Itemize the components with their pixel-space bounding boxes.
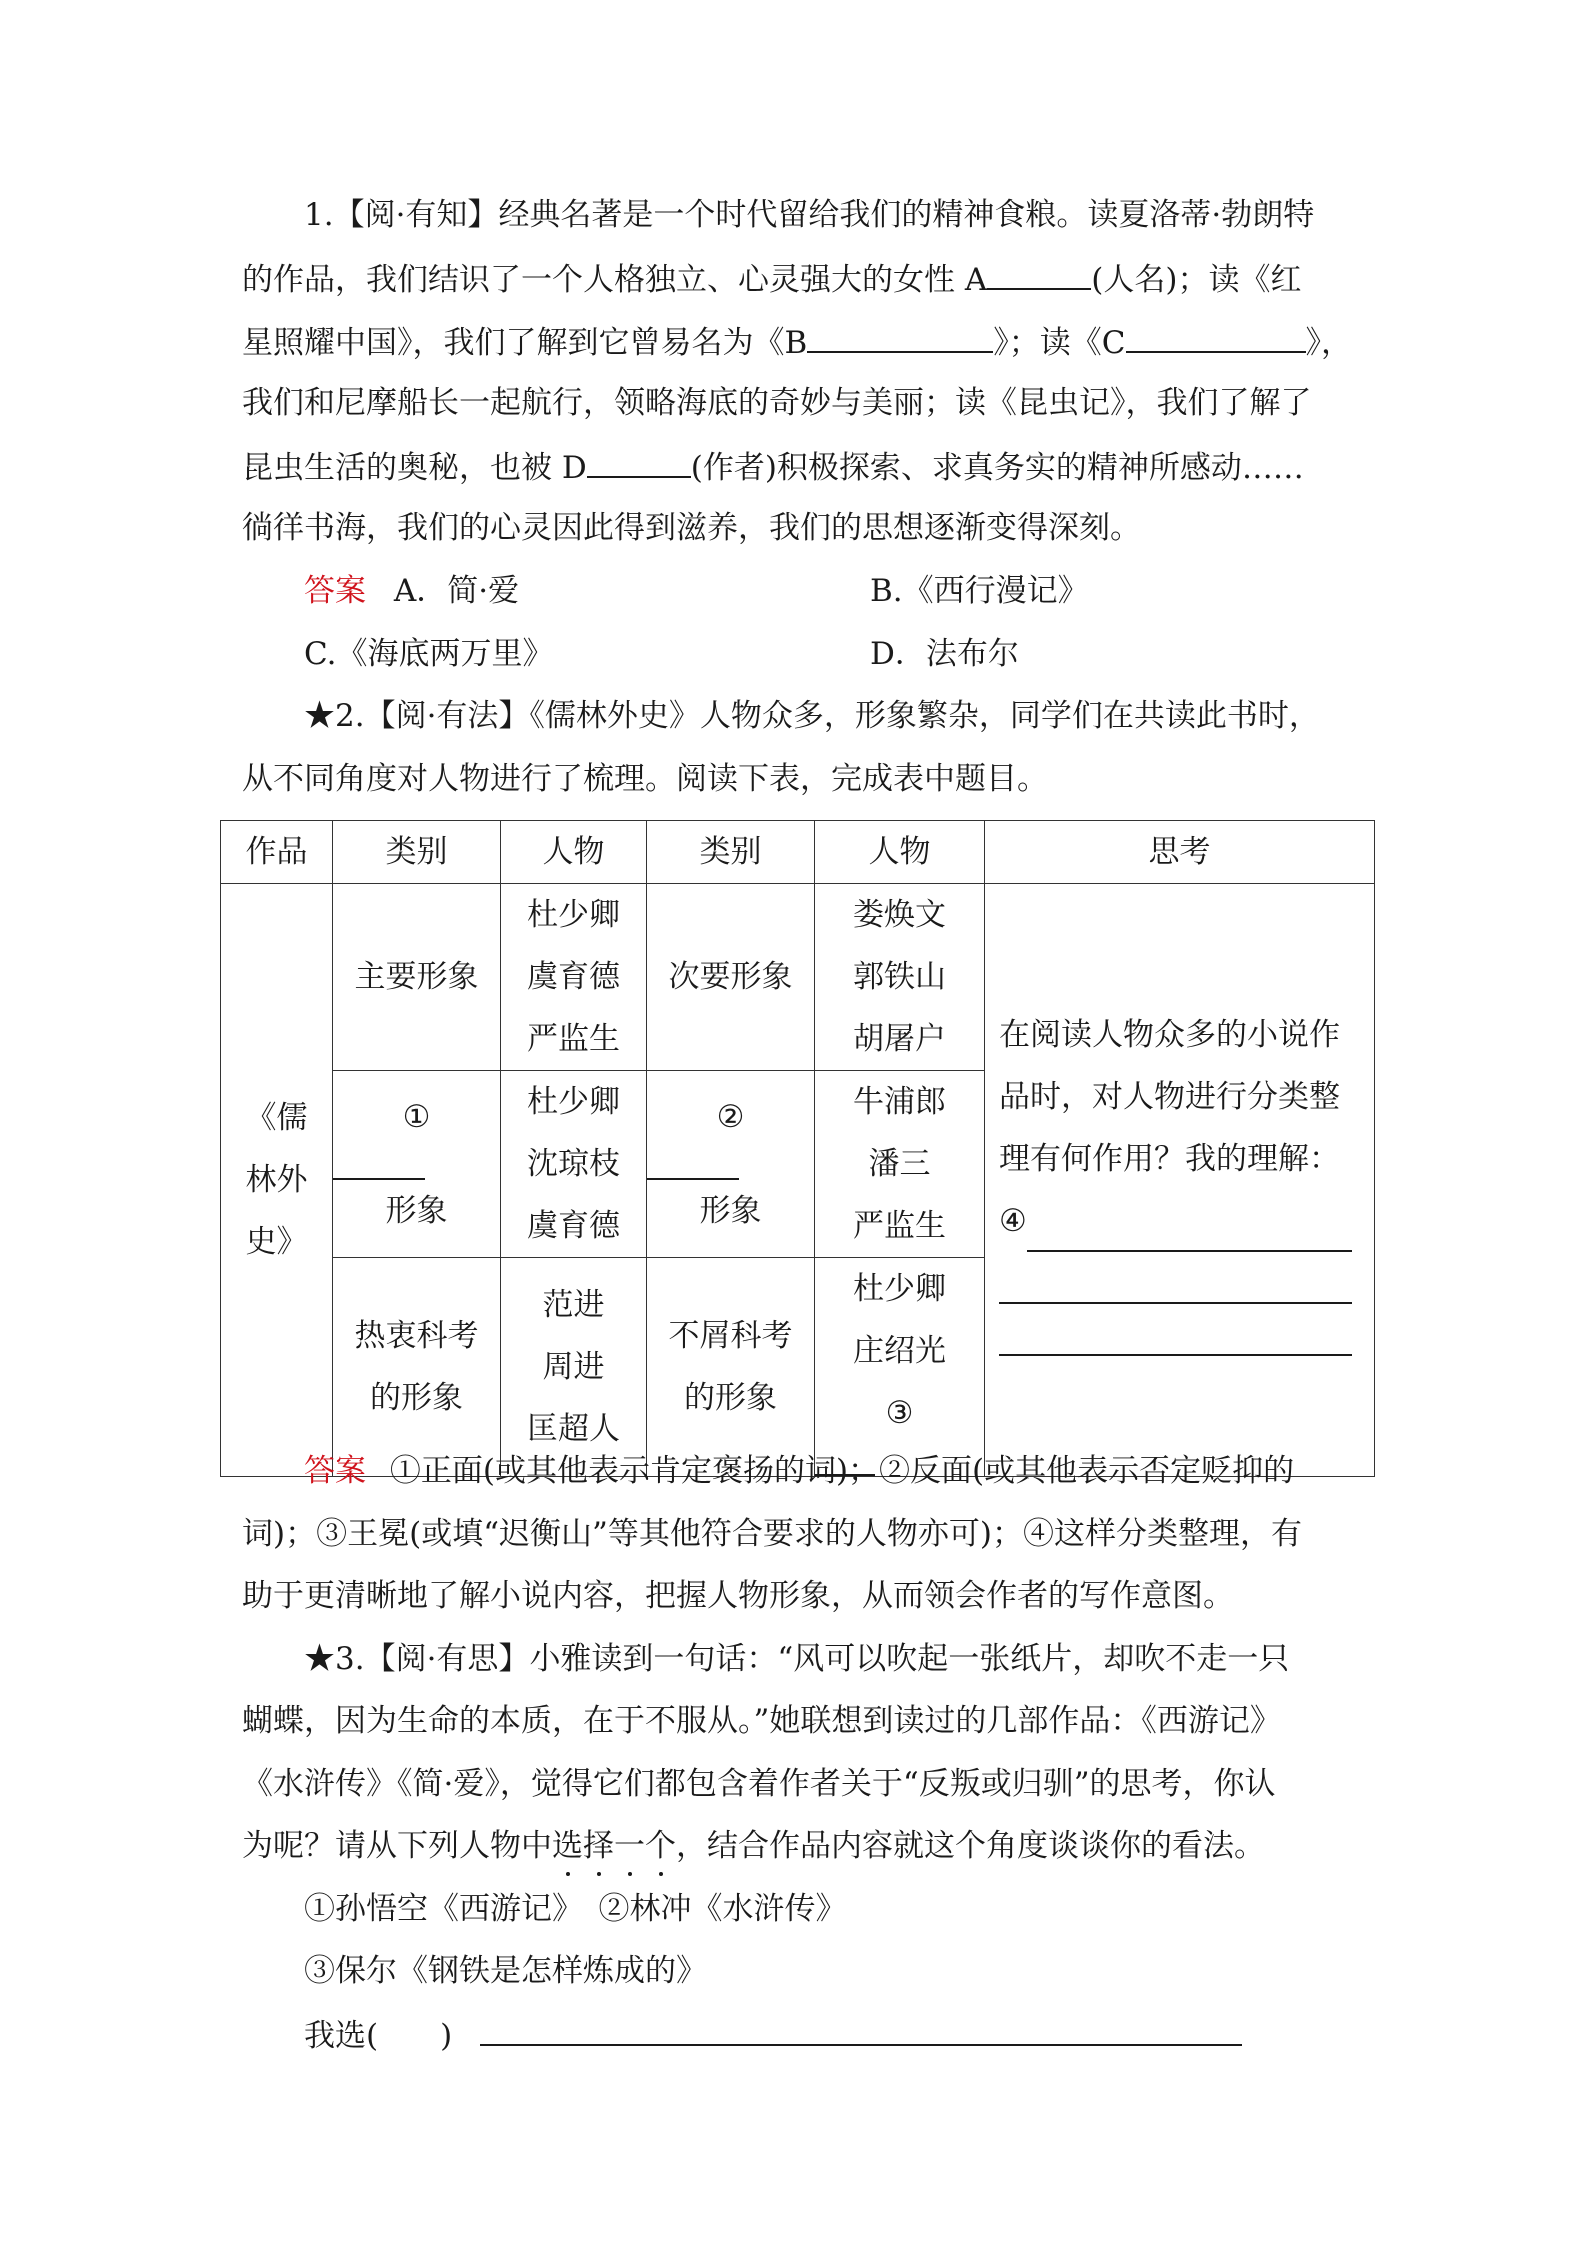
category-cell: 主要形象 bbox=[333, 884, 501, 1071]
header-cell: 人物 bbox=[501, 821, 647, 884]
answer-label: 答案 bbox=[304, 573, 366, 609]
q2-line-2: 从不同角度对人物进行了梳理。阅读下表，完成表中题目。 bbox=[242, 761, 1048, 797]
q3-line-2: 蝴蝶，因为生命的本质，在于不服从。”她联想到读过的几部作品：《西游记》 bbox=[242, 1703, 1281, 1739]
q3-line-3: 《水浒传》《简·爱》，觉得它们都包含着作者关于“反叛或归驯”的思考，你认 bbox=[242, 1766, 1276, 1802]
table-row bbox=[221, 884, 1375, 1071]
table-header-row bbox=[221, 821, 1375, 884]
q1-prefix: 1.【阅·有知】 bbox=[304, 197, 499, 233]
header-cell: 作品 bbox=[221, 821, 333, 884]
answer-blank-1[interactable] bbox=[333, 1148, 425, 1180]
choose-answer-line[interactable] bbox=[480, 2014, 1242, 2046]
q2-answer-line-1: 答案 ①正面(或其他表示肯定褒扬的词)；②反面(或其他表示否定贬抑的 bbox=[304, 1453, 1295, 1489]
category-cell: 次要形象 bbox=[647, 884, 815, 1071]
answer-label: 答案 bbox=[304, 1453, 366, 1489]
header-cell: 人物 bbox=[815, 821, 985, 884]
choose-label: 我选( ) bbox=[304, 2018, 453, 2054]
q2-answer-line-2: 词)；③王冕(或填“迟衡山”等其他符合要求的人物亦可)；④这样分类整理，有 bbox=[242, 1516, 1302, 1552]
q3-line-4: 为呢？请从下列人物中选择一个，结合作品内容就这个角度谈谈你的看法。 bbox=[242, 1828, 1265, 1864]
q2-line-1: ★2.【阅·有法】《儒林外史》人物众多，形象繁杂，同学们在共读此书时， bbox=[304, 698, 1320, 734]
category-cell: 热衷科考 的形象 bbox=[333, 1258, 501, 1477]
q1-line-6: 徜徉书海，我们的心灵因此得到滋养，我们的思想逐渐变得深刻。 bbox=[242, 510, 1141, 546]
q1-line-2: 的作品，我们结识了一个人格独立、心灵强大的女性 A (人名)；读《红 bbox=[242, 258, 1362, 300]
work-cell: 《儒 林外 史》 bbox=[221, 884, 333, 1477]
people-cell: 范进 周进 匡超人 bbox=[501, 1258, 647, 1477]
answer-blank-d[interactable] bbox=[587, 446, 691, 478]
q3-options-1: ①孙悟空《西游记》 ②林冲《水浒传》 bbox=[304, 1891, 847, 1927]
people-cell: 牛浦郎 潘三 严监生 bbox=[815, 1071, 985, 1258]
header-cell: 思考 bbox=[985, 821, 1375, 884]
q1-answer-c: C.《海底两万里》 bbox=[304, 636, 554, 672]
think-answer-row: ④ bbox=[999, 1190, 1352, 1252]
answer-blank-2[interactable] bbox=[647, 1148, 739, 1180]
emphasis-char: 择 bbox=[583, 1828, 614, 1864]
q1-line-1: 1.【阅·有知】经典名著是一个时代留给我们的精神食粮。读夏洛蒂·勃朗特 bbox=[304, 197, 1315, 233]
people-cell: 杜少卿 庄绍光 ③ bbox=[815, 1258, 985, 1477]
q2-prefix: ★2.【阅·有法】 bbox=[304, 698, 530, 734]
q3-line-1: ★3.【阅·有思】小雅读到一句话：“风可以吹起一张纸片，却吹不走一只 bbox=[304, 1641, 1290, 1677]
category-cell: 不屑科考 的形象 bbox=[647, 1258, 815, 1477]
people-cell: 杜少卿 沈琼枝 虞育德 bbox=[501, 1071, 647, 1258]
q1-line-3: 星照耀中国》，我们了解到它曾易名为《B 》；读《C 》， bbox=[242, 321, 1362, 363]
emphasis-char: 选 bbox=[552, 1828, 583, 1864]
answer-blank-4[interactable] bbox=[1027, 1204, 1352, 1252]
people-cell: 杜少卿 虞育德 严监生 bbox=[501, 884, 647, 1071]
emphasis-char: 一 bbox=[614, 1828, 645, 1864]
answer-line[interactable] bbox=[999, 1252, 1352, 1304]
people-cell: 娄焕文 郭铁山 胡屠户 bbox=[815, 884, 985, 1071]
header-cell: 类别 bbox=[333, 821, 501, 884]
answer-blank-c[interactable] bbox=[1126, 321, 1306, 353]
classification-table bbox=[220, 820, 1375, 1477]
q2-answer-line-3: 助于更清晰地了解小说内容，把握人物形象，从而领会作者的写作意图。 bbox=[242, 1578, 1234, 1614]
category-cell: ① 形象 bbox=[333, 1071, 501, 1258]
q3-choose-row bbox=[304, 2014, 1424, 2056]
q3-prefix: ★3.【阅·有思】 bbox=[304, 1641, 530, 1677]
emphasis-char: 个 bbox=[645, 1828, 676, 1864]
think-cell: 在阅读人物众多的小说作 品时，对人物进行分类整 理有何作用？我的理解： ④ bbox=[985, 884, 1375, 1477]
q1-answer-a: A．简·爱 bbox=[393, 573, 520, 609]
header-cell: 类别 bbox=[647, 821, 815, 884]
answer-line[interactable] bbox=[999, 1304, 1352, 1356]
q1-answer-d: D．法布尔 bbox=[870, 636, 1019, 672]
q1-line-4: 我们和尼摩船长一起航行，领略海底的奇妙与美丽；读《昆虫记》，我们了解了 bbox=[242, 385, 1312, 421]
answer-blank-a[interactable] bbox=[987, 258, 1091, 290]
answer-blank-b[interactable] bbox=[807, 321, 993, 353]
q1-line-5: 昆虫生活的奥秘，也被 D (作者)积极探索、求真务实的精神所感动…… bbox=[242, 446, 1362, 488]
q1-answer-b: B.《西行漫记》 bbox=[870, 573, 1089, 609]
category-cell: ② 形象 bbox=[647, 1071, 815, 1258]
q3-options-2: ③保尔《钢铁是怎样炼成的》 bbox=[304, 1953, 707, 1989]
